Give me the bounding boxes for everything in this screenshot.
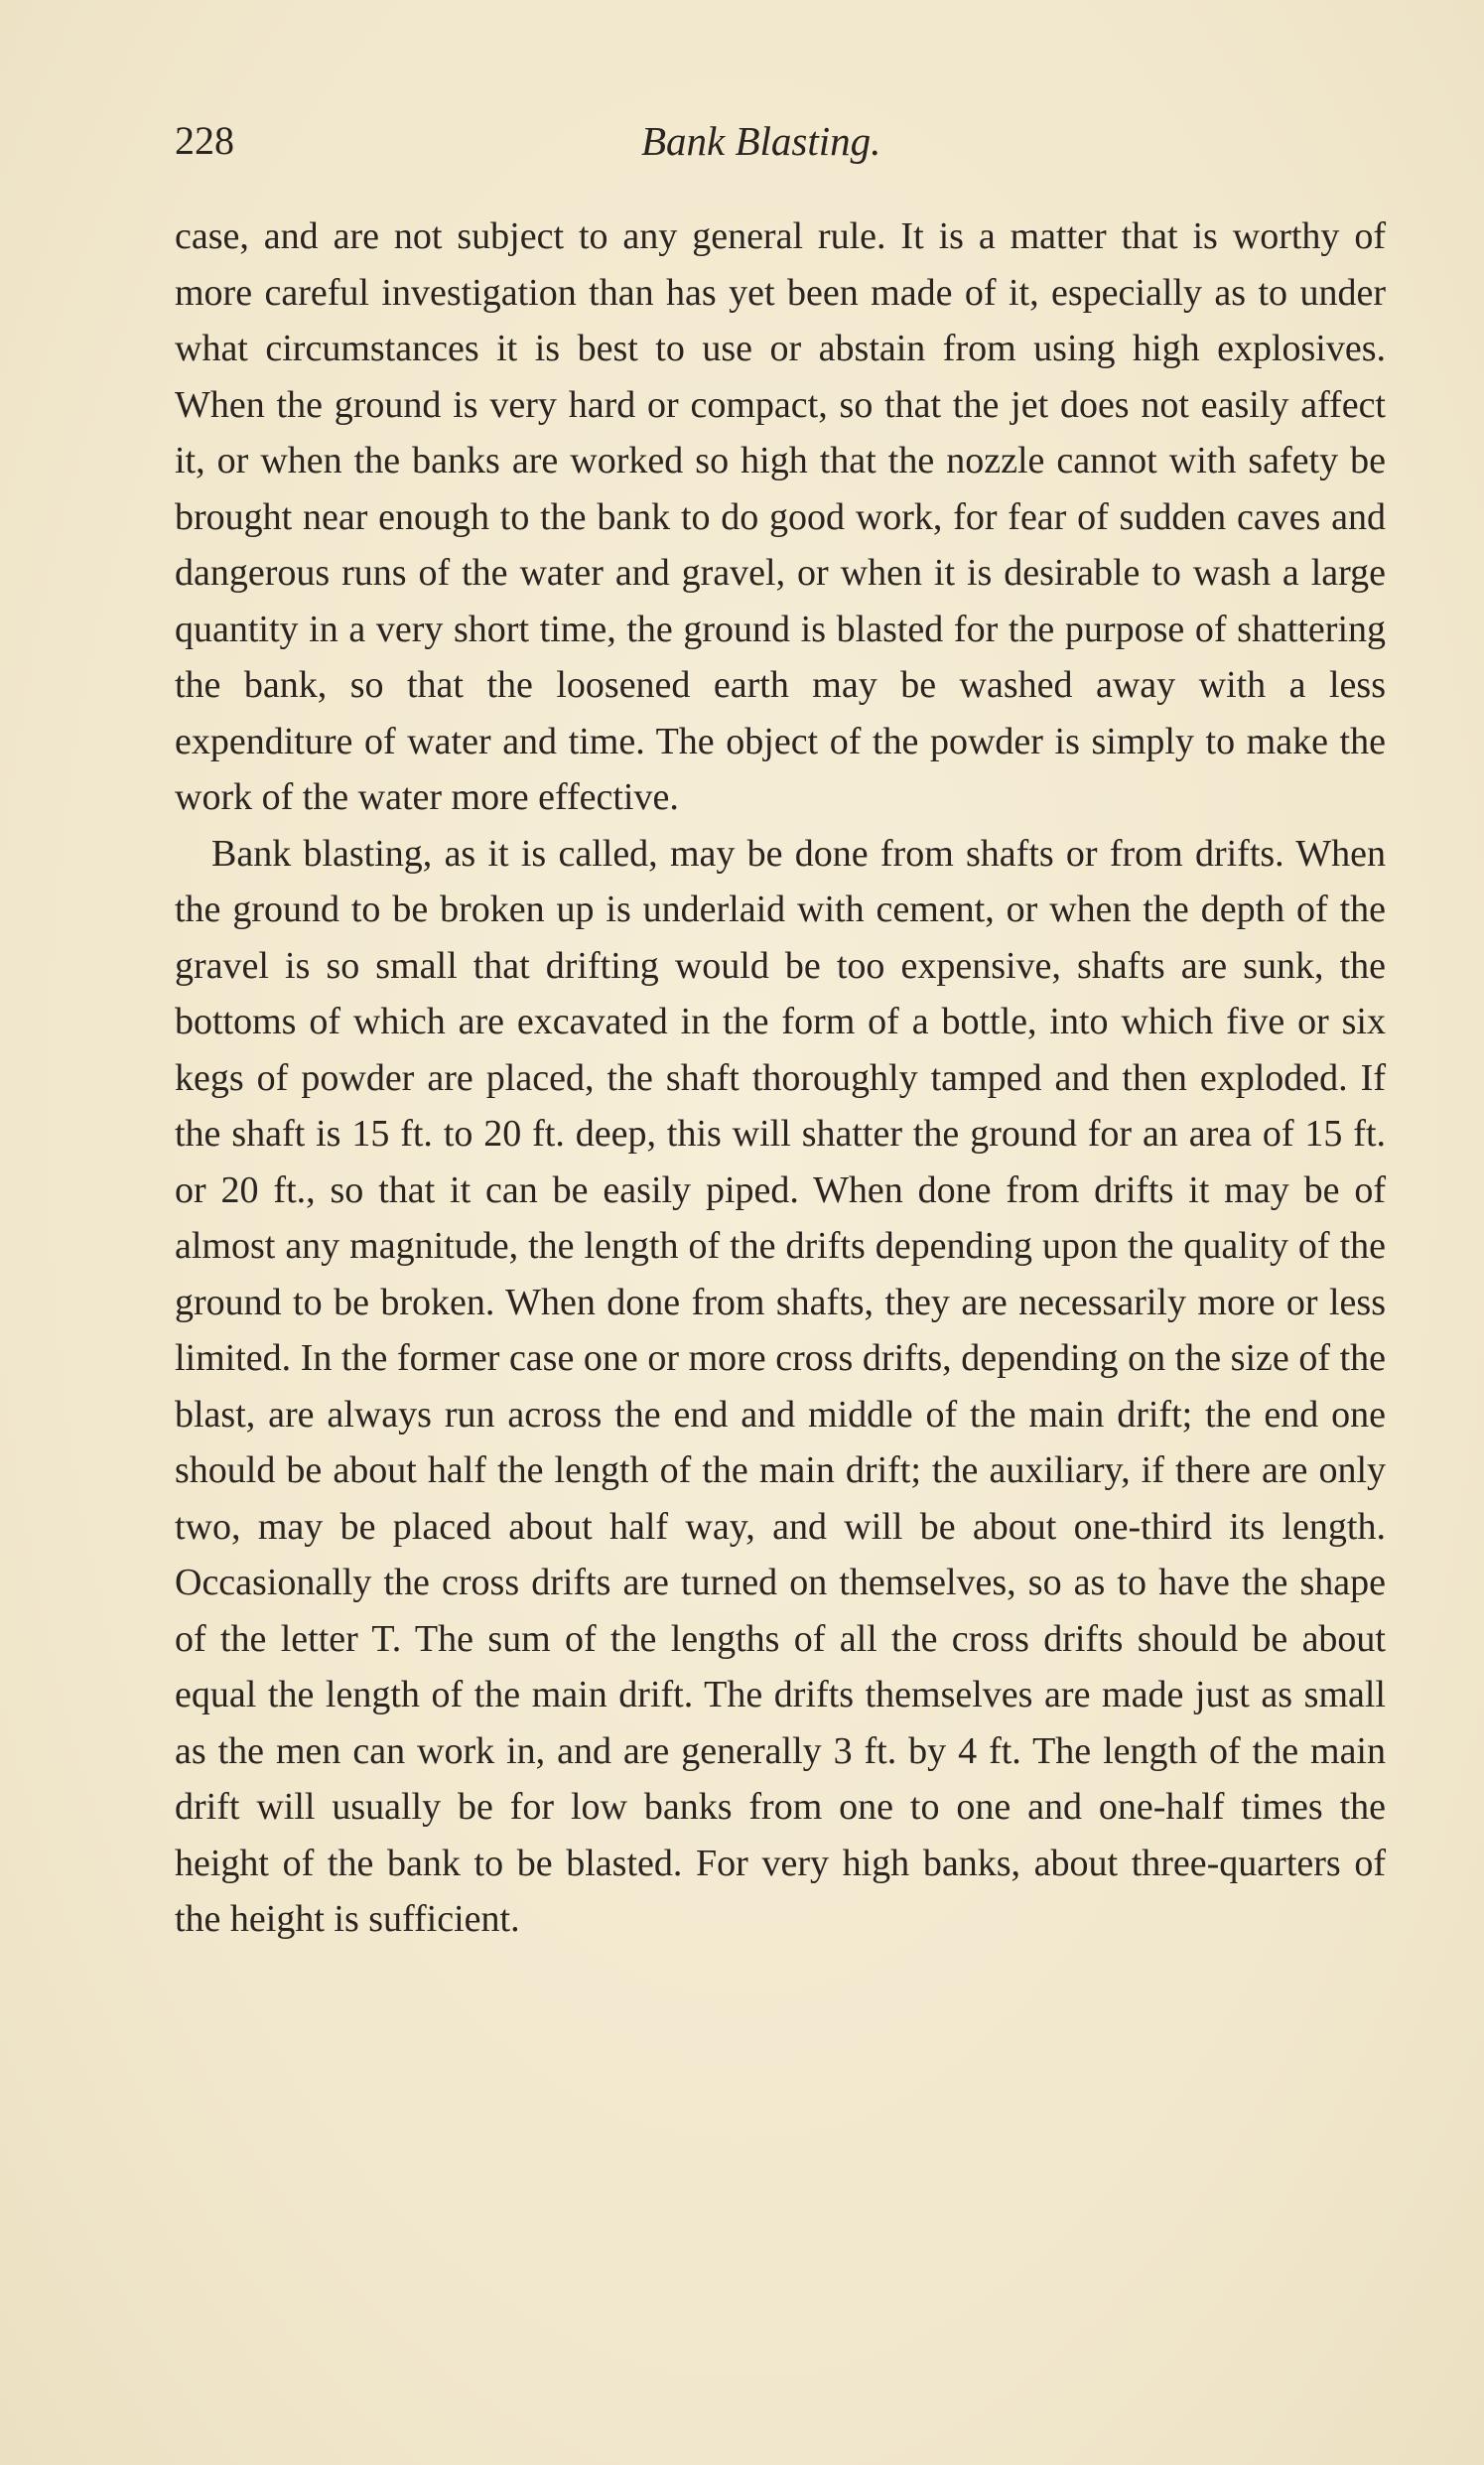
paragraph-continuation: case, and are not subject to any general rule. It is a matter that is worthy of more careful investigation than has yet been made of it, especially as to under what circumstances it is best to use or abstain from using high explosives. When the ground is very hard or compact, so that the jet does not easily affect it, or when the banks are worked so high that the nozzle cannot with safety be brought near enough to the bank to do good work, for fear of sudden caves and dangerous runs of the water and gravel, or when it is desirable to wash a large quantity in a very short time, the ground is blasted for the purpose of shattering the bank, so that the loosened earth may be washed away with a less expenditure of water and time. The object of the powder is simply to make the work of the water more effective. [175, 215, 1386, 818]
body-text [175, 208, 1386, 1948]
page-number: 228 [175, 118, 234, 163]
paragraph-bank-blasting: Bank blasting, as it is called, may be done from shafts or from drifts. When the ground to be broken up is underlaid with cement, or when the depth of the gravel is so small that drifting would be too expensive, shafts are sunk, the bottoms of which are excavated in the form of a bottle, into which five or six kegs of powder are placed, the shaft thoroughly tamped and then exploded. If the shaft is 15 ft. to 20 ft. deep, this will shatter the ground for an area of 15 ft. or 20 ft., so that it can be easily piped. When done from drifts it may be of almost any magnitude, the length of the drifts depending upon the quality of the ground to be broken. When done from shafts, they are necessarily more or less limited. In the former case one or more cross drifts, depending on the size of the blast, are always run across the end and middle of the main drift; the end one should be about half the length of the main drift; the auxiliary, if there are only two, may be placed about half way, and will be about one-third its length. Occasionally the cross drifts are turned on themselves, so as to have the shape of the letter T. The sum of the lengths of all the cross drifts should be about equal the length of the main drift. The drifts themselves are made just as small as the men can work in, and are generally 3 ft. by 4 ft. The length of the main drift will usually be for low banks from one to one and one-half times the height of the bank to be blasted. For very high banks, about three-quarters of the height is sufficient. [175, 832, 1386, 1940]
running-title: Bank Blasting. [641, 118, 881, 164]
page-header [175, 117, 1386, 177]
